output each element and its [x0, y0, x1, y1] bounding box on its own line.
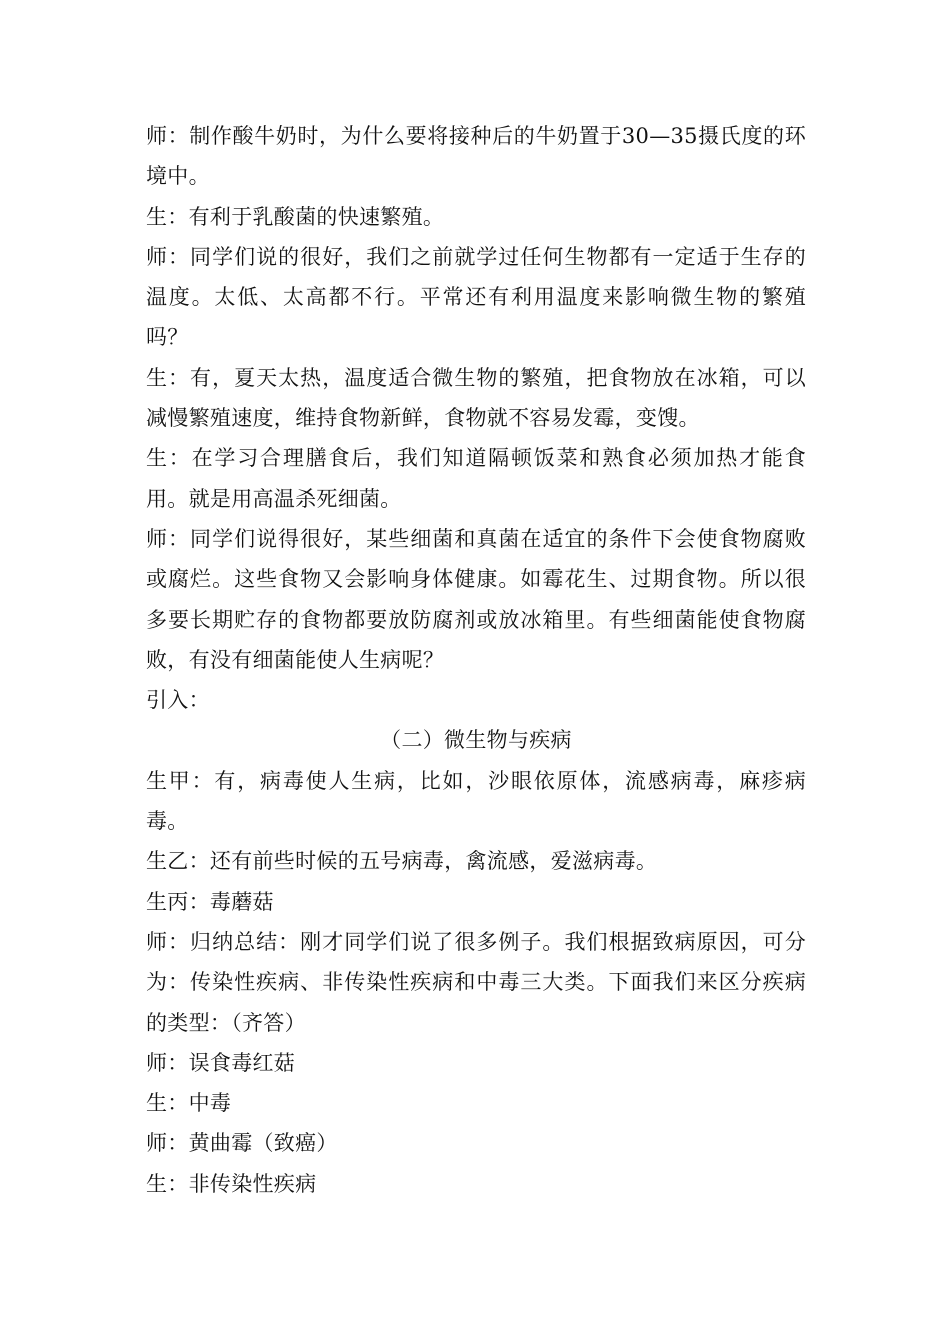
paragraph: 师：归纳总结：刚才同学们说了很多例子。我们根据致病原因，可分为：传染性疾病、非传染性疾病和中毒三大类。下面我们来区分疾病的类型：（齐答） [146, 929, 806, 1035]
paragraph: 师：黄曲霉（致癌） [146, 1131, 338, 1156]
paragraph: 生乙：还有前些时候的五号病毒，禽流感，爱滋病毒。 [146, 849, 658, 874]
paragraph: 生：非传染性疾病 [146, 1171, 317, 1196]
paragraph: 引入： [146, 688, 210, 713]
paragraph: 生：中毒 [146, 1091, 232, 1116]
paragraph: 生：有，夏天太热，温度适合微生物的繁殖，把食物放在冰箱，可以减慢繁殖速度，维持食物新鲜，食物就不容易发霉，变馊。 [146, 365, 806, 431]
section-heading: （二）微生物与疾病 [380, 728, 572, 753]
paragraph: 师：同学们说得很好，某些细菌和真菌在适宜的条件下会使食物腐败或腐烂。这些食物又会影响身体健康。如霉花生、过期食物。所以很多要长期贮存的食物都要放防腐剂或放冰箱里。有些细菌能使食物腐败，有没有细菌能使人生病呢？ [146, 526, 806, 672]
document-body [146, 116, 806, 1204]
paragraph: 生：有利于乳酸菌的快速繁殖。 [146, 204, 445, 229]
paragraph: 师：同学们说的很好，我们之前就学过任何生物都有一定适于生存的温度。太低、太高都不行。平常还有利用温度来影响微生物的繁殖吗？ [146, 244, 806, 350]
paragraph: 师：制作酸牛奶时，为什么要将接种后的牛奶置于30—35摄氏度的环境中。 [146, 124, 806, 189]
paragraph: 生丙：毒蘑菇 [146, 889, 274, 914]
paragraph: 生甲：有，病毒使人生病，比如，沙眼依原体，流感病毒，麻疹病毒。 [146, 768, 806, 834]
paragraph: 师：误食毒红菇 [146, 1050, 296, 1075]
paragraph: 生：在学习合理膳食后，我们知道隔顿饭菜和熟食必须加热才能食用。就是用高温杀死细菌。 [146, 446, 806, 511]
